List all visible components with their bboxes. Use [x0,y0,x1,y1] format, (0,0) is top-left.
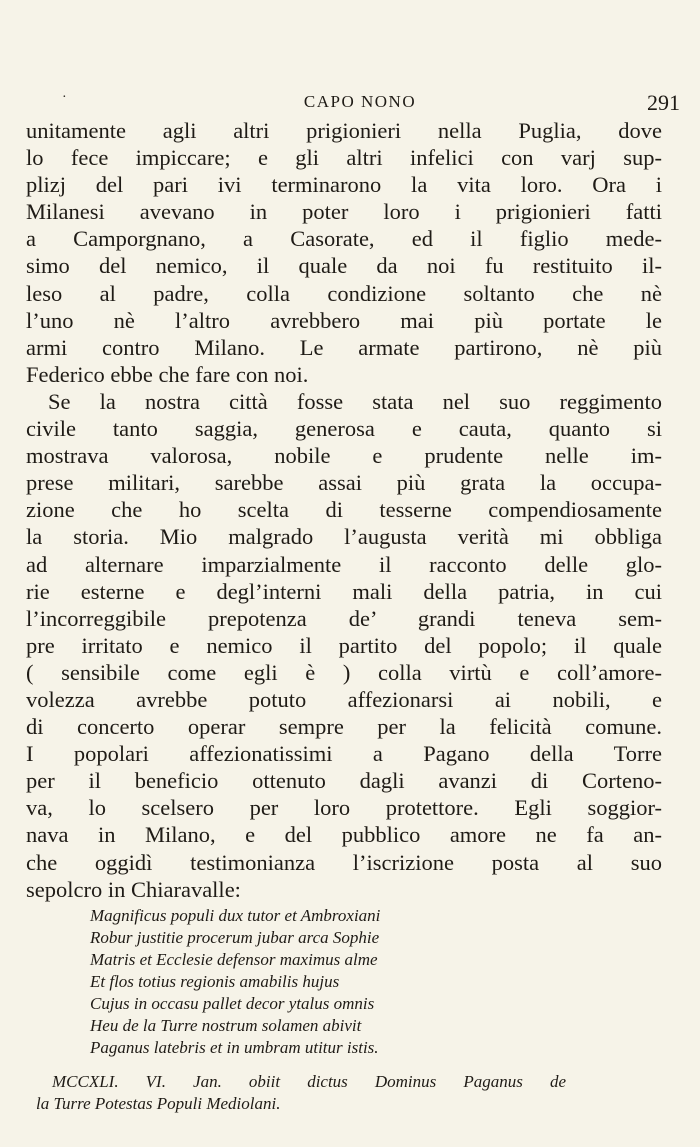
text-line: pre irritato e nemico il partito del popolo; il quale [26,632,662,658]
epitaph-line: Magnificus populi dux tutor et Ambroxiani [90,906,381,925]
note-line: la Turre Potestas Populi Mediolani. [36,1094,281,1113]
text-line: nava in Milano, e del pubblico amore ne fa an- [26,822,662,848]
text-line: armi contro Milano. Le armate partirono, nè più [26,334,662,360]
text-line: di concerto operar sempre per la felicità comune. [26,714,662,740]
body-text [26,117,662,903]
text-line: prese militari, sarebbe assai più grata la occupa- [26,470,662,496]
epitaph-line: Matris et Ecclesie defensor maximus alme [90,950,378,969]
running-title: CAPO NONO [303,92,417,111]
text-line: mostrava valorosa, nobile e prudente nelle im- [26,443,662,469]
text-line: plizj del pari ivi terminarono la vita loro. Ora i [26,172,662,198]
text-line: rie esterne e degl’interni mali della patria, in cui [26,578,662,604]
text-line: unitamente agli altri prigionieri nella Puglia, dove [26,118,662,143]
text-line: che oggidì testimonianza l’iscrizione posta al suo [26,849,662,875]
text-line: Se la nostra città fosse stata nel suo reggimento [48,388,662,414]
epitaph-line: Robur justitie procerum jubar arca Sophie [90,928,380,947]
text-line: ( sensibile come egli è ) colla virtù e coll’amore- [26,659,662,685]
text-line: ad alternare imparzialmente il racconto delle glo- [26,551,662,577]
epitaph-line: Cujus in occasu pallet decor ytalus omnis [90,994,375,1013]
text-line: l’uno nè l’altro avrebbero mai più portate le [26,307,662,333]
page-number: 291 [647,90,680,115]
text-line: lo fece impiccare; e gli altri infelici con varj sup- [26,145,662,171]
note-line: MCCXLI. VI. Jan. obiit dictus Dominus Paganus de [52,1072,566,1091]
text-line: I popolari affezionatissimi a Pagano della Torre [26,741,662,767]
epitaph-inscription [90,905,610,1059]
epitaph-line: Heu de la Turre nostrum solamen abivit [90,1016,362,1035]
text-line: civile tanto saggia, generosa e cauta, quanto si [26,416,662,442]
text-line: la storia. Mio malgrado l’augusta verità mi obbliga [26,524,662,550]
text-line: per il beneficio ottenuto dagli avanzi di Corteno- [26,768,662,794]
text-line: zione che ho scelta di tesserne compendiosamente [26,497,662,523]
text-line: volezza avrebbe potuto affezionarsi ai nobili, e [26,686,662,712]
date-note [36,1071,566,1115]
text-line: Milanesi avevano in poter loro i prigionieri fatti [26,199,662,225]
epitaph-line: Paganus latebris et in umbram utitur istis. [90,1038,379,1057]
text-line: l’incorreggibile prepotenza de’ grandi teneva sem- [26,605,662,631]
page-header [40,92,680,116]
text-line: simo del nemico, il quale da noi fu restituito il- [26,253,662,279]
text-line: sepolcro in Chiaravalle: [26,876,241,902]
header-mark: · [62,90,67,105]
text-line: va, lo scelsero per loro protettore. Egli soggior- [26,795,662,821]
text-line: Federico ebbe che fare con noi. [26,361,309,387]
epitaph-line: Et flos totius regionis amabilis hujus [90,972,340,991]
text-line: a Camporgnano, a Casorate, ed il figlio mede- [26,226,662,252]
text-line: leso al padre, colla condizione soltanto che nè [26,280,662,306]
